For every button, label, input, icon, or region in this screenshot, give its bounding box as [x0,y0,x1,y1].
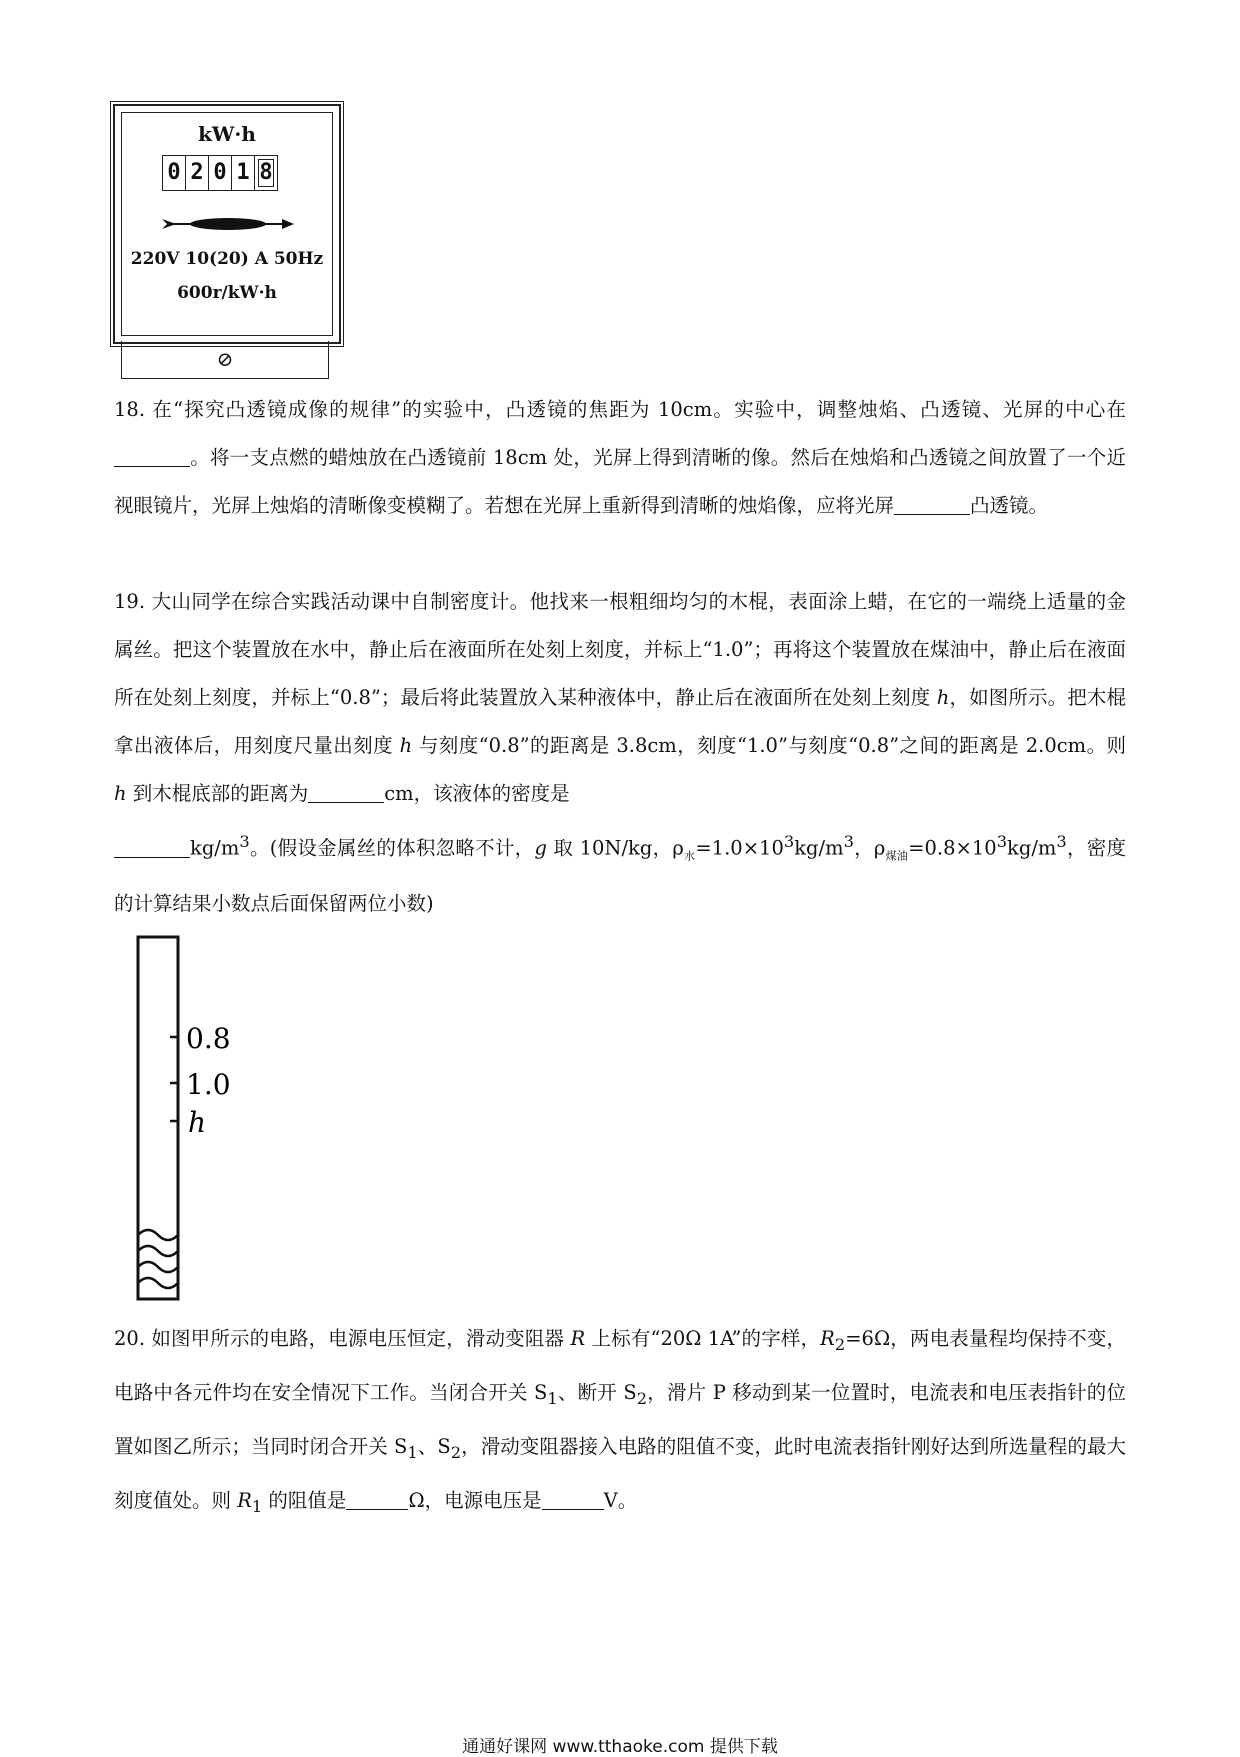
answer-blank [542,1485,604,1510]
subscript: 1 [251,1496,263,1516]
meter-digit: 1 [231,155,255,191]
q20-text: 的阻值是 [262,1488,347,1512]
answer-blank [114,442,190,467]
meter-digit-decimal: 8 [254,155,278,191]
meter-digit: 0 [162,155,186,191]
q18-text: 。将一支点燃的蜡烛放在凸透镜前 18cm 处，光屏上得到清晰的像。然后在烛焰和凸透镜之间放置了一个近视眼镜片，光屏上烛焰的清晰像变模糊了。若想在光屏上重新得到清晰的烛焰像，应将光屏 [114,446,1126,517]
subscript: 1 [407,1442,418,1462]
q18-text: 凸透镜。 [970,494,1049,517]
question-18 [114,386,1126,530]
q19-text: 与刻度“0.8”的距离是 3.8cm，刻度“1.0”与刻度“0.8”之间的距离是 2.0cm。则 [412,734,1126,757]
variable-h: h [399,734,413,757]
variable-R2: R [820,1327,835,1350]
meter-terminal-box [121,341,329,379]
question-19 [114,578,1126,928]
superscript: 3 [239,832,250,851]
meter-revolutions: 600r/kW·h [177,283,277,303]
q19-text: ，ρ [853,836,886,860]
q20-text: V。 [603,1488,638,1512]
q19-text: kg/m [1007,836,1057,860]
subscript: 2 [450,1442,462,1462]
superscript: 3 [996,832,1008,851]
q19-text: cm，该液体的密度是 [384,782,570,805]
q20-text: Ω，电源电压是 [408,1488,542,1512]
density-stick-figure [136,935,256,1303]
q20-text: 20. 如图甲所示的电路，电源电压恒定，滑动变阻器 [114,1327,571,1350]
q19-text: =0.8×10 [908,836,997,860]
meter-unit: kW·h [198,122,256,146]
subscript: 煤油 [885,849,909,863]
tick-label-0-8: 0.8 [186,1022,231,1055]
q19-text: 到木棍底部的距离为 [126,782,309,805]
q20-text: 、S [417,1434,451,1458]
q19-text: kg/m [794,836,844,860]
metal-wire-coil-icon [138,1230,178,1288]
answer-blank [346,1485,408,1510]
meter-face [121,112,333,336]
q19-text: ，如图所示。把木棍拿出液体后，用刻度尺量出刻度 [114,686,1126,757]
q19-text: 。(假设金属丝的体积忽略不计， [249,836,535,860]
subscript: 1 [547,1388,558,1408]
superscript: 3 [783,832,795,851]
answer-blank [114,833,190,858]
q20-text: ，滑片 P 移动到某一位置时，电流表和电压表指针的位置如图乙所示；当同时闭合开关 S [114,1380,1126,1458]
q20-text: =6Ω，两电表量程均保持不变，电路中各元件均在安全情况下工作。当闭合开关 S [114,1327,1126,1404]
q19-text: ，密度的计算结果小数点后面保留两位小数) [114,836,1127,916]
q19-text: =1.0×10 [695,836,784,860]
variable-h: h [936,686,950,709]
answer-blank [894,490,970,515]
rotor-disc-icon [162,213,294,235]
meter-rating: 220V 10(20) A 50Hz [130,249,324,269]
q20-text: ，滑动变阻器接入电路的阻值不变，此时电流表指针刚好达到所选量程的最大刻度值处。则 [114,1434,1126,1512]
q18-text: 18. 在“探究凸透镜成像的规律”的实验中，凸透镜的焦距为 10cm。实验中，调整烛焰、凸透镜、光屏的中心在 [114,398,1126,421]
superscript: 3 [843,832,854,851]
variable-g: g [534,836,547,860]
variable-R1: R [237,1488,252,1512]
superscript: 3 [1056,832,1067,851]
subscript: 2 [834,1334,846,1354]
page-footer: 通通好课网 www.tthaoke.com 提供下载 [462,1737,778,1757]
question-20 [114,1315,1126,1531]
variable-h: h [114,782,127,805]
subscript: 2 [636,1388,648,1408]
meter-digit: 0 [208,155,232,191]
answer-blank [308,778,384,803]
q20-text: 、断开 S [557,1380,637,1404]
meter-digits [162,155,277,191]
tick-label-h: h [188,1106,207,1139]
subscript: 水 [683,849,696,863]
tick-label-1-0: 1.0 [186,1068,231,1101]
meter-digit: 2 [185,155,209,191]
q19-text: 取 10N/kg，ρ [546,836,684,860]
q19-text: 19. 大山同学在综合实践活动课中自制密度计。他找来一根粗细均匀的木棍，表面涂上蜡，在它的一端绕上适量的金属丝。把这个装置放在水中，静止后在液面所在处刻上刻度，并标上“1.0”；再将这个装置放在煤油中，静止后在液面所在处刻上刻度，并标上“0.8”；最后将此装置放入某种液体中，静止后在液面所在处刻上刻度 [114,590,1126,709]
variable-R: R [570,1327,586,1350]
q19-text: kg/m [190,836,240,860]
electric-meter-figure [113,104,341,344]
q20-text: 上标有“20Ω 1A”的字样， [585,1327,821,1350]
terminal-screw-icon: ⊘ [216,347,234,371]
